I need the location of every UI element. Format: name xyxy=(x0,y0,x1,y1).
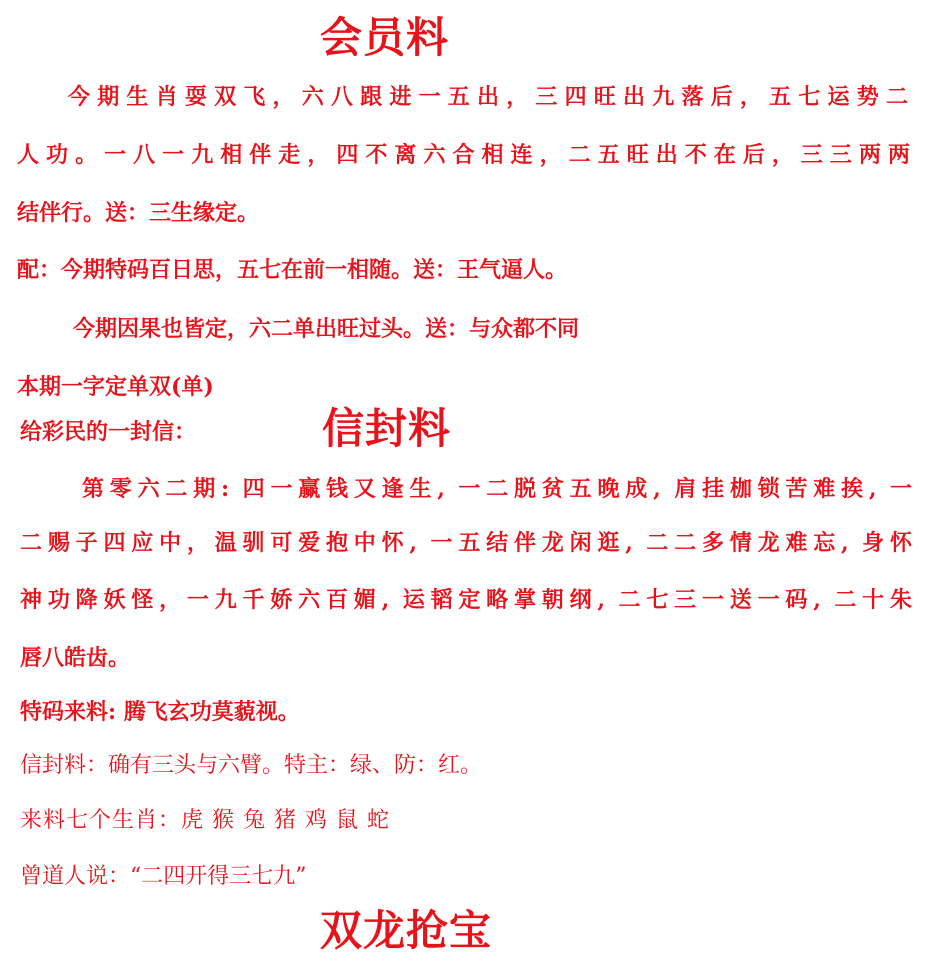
text-line: 今期因果也皆定，六二单出旺过头。送：与众都不同 xyxy=(73,316,580,342)
section-title-envelope: 信封料 xyxy=(322,404,452,453)
text-line: 神功降妖怪，一九千娇六百媚, 运韬定略掌朝纲, 二七三一送一码, 二十朱 xyxy=(20,587,912,613)
text-line: 特码来料: 腾飞玄功莫藐视。 xyxy=(20,699,300,725)
text-line: 来料七个生肖：虎 猴 兔 猪 鸡 鼠 蛇 xyxy=(20,808,390,833)
text-line: 本期一字定单双(单) xyxy=(17,374,214,400)
text-line: 给彩民的一封信： xyxy=(20,419,197,445)
text-line: 配：今期特码百日思，五七在前一相随。送：王气逼人。 xyxy=(17,257,568,283)
text-line: 唇八皓齿。 xyxy=(20,645,131,671)
text-line: 结伴行。送：三生缘定。 xyxy=(17,200,260,226)
text-line: 曾道人说：“二四开得三七九” xyxy=(20,864,307,889)
text-line: 第零六二期: 四一赢钱又逢生, 一二脱贫五晚成, 肩挂枷锁苦难挨, 一 xyxy=(82,476,912,502)
section-title-dragon: 双龙抢宝 xyxy=(320,906,493,955)
text-line: 信封料：确有三头与六臂。特主：绿、防：红。 xyxy=(20,753,483,778)
section-title-member: 会员料 xyxy=(320,13,450,62)
text-line: 人功。一八一九相伴走，四不离六合相连，二五旺出不在后，三三两两 xyxy=(17,142,910,168)
text-line: 今期生肖耍双飞，六八跟进一五出，三四旺出九落后，五七运势二 xyxy=(68,84,908,110)
text-line: 二赐子四应中，温驯可爱抱中怀, 一五结伴龙闲逛, 二二多情龙难忘, 身怀 xyxy=(20,530,912,556)
